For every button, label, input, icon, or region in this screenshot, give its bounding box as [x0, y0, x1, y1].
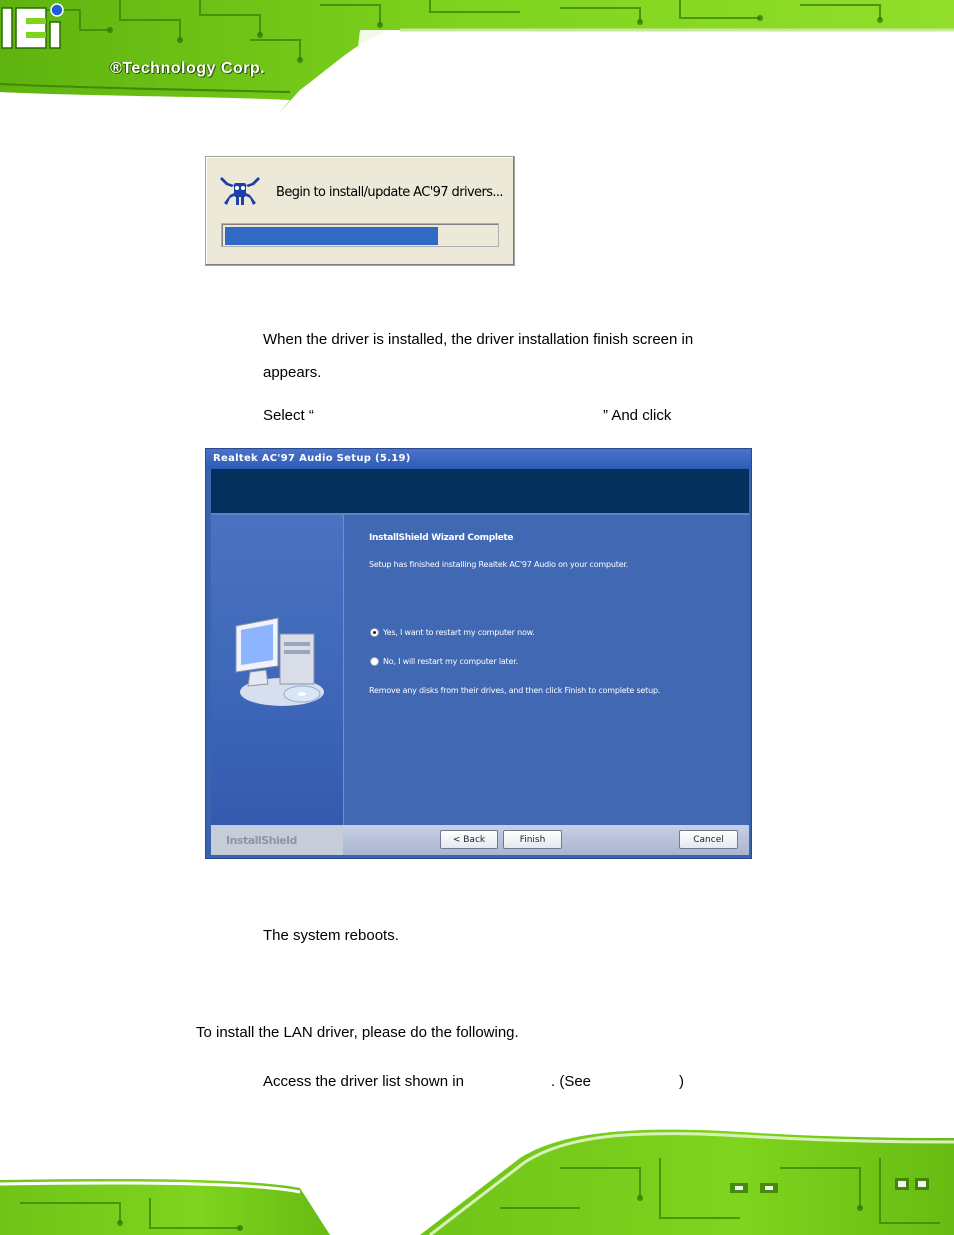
paragraph-access-driver-list-a: Access the driver list shown in	[263, 1073, 464, 1090]
paragraph-select-left: Select “	[263, 407, 314, 424]
realtek-setup-window	[205, 448, 752, 859]
remove-disks-text: Remove any disks from their drives, and then click Finish to complete setup.	[369, 686, 661, 695]
circuit-board-footer-graphic	[0, 1128, 954, 1235]
realtek-crab-icon	[220, 173, 260, 207]
paragraph-driver-installed-line1: When the driver is installed, the driver installation finish screen in	[263, 331, 694, 348]
installshield-brand: InstallShield	[226, 834, 297, 847]
circuit-board-graphic	[0, 0, 954, 112]
page-footer-banner	[0, 1128, 954, 1235]
paragraph-select-right: ” And click	[603, 407, 672, 424]
finish-button[interactable]: Finish	[503, 830, 562, 849]
paragraph-driver-installed-line2: appears.	[263, 364, 322, 381]
setup-header-banner	[211, 469, 749, 515]
install-progress-dialog	[205, 156, 515, 266]
paragraph-access-driver-list-b: . (See	[551, 1073, 592, 1090]
setup-finished-text: Setup has finished installing Realtek AC'97 Audio on your computer.	[369, 560, 629, 569]
company-name: ®Technology Corp.	[110, 60, 266, 77]
progress-message: Begin to install/update AC'97 drivers...	[276, 185, 503, 200]
progress-bar	[221, 223, 499, 247]
iei-logo-mark	[0, 0, 70, 52]
restart-now-label: Yes, I want to restart my computer now.	[383, 628, 535, 637]
paragraph-system-reboots: The system reboots.	[263, 927, 399, 944]
computer-cd-icon	[232, 614, 332, 714]
paragraph-access-driver-list-c: )	[679, 1073, 684, 1090]
cancel-button[interactable]: Cancel	[679, 830, 738, 849]
page-header-banner	[0, 0, 954, 112]
back-button[interactable]: < Back	[440, 830, 498, 849]
paragraph-lan-driver-intro: To install the LAN driver, please do the following.	[196, 1024, 519, 1041]
progress-bar-fill	[225, 227, 438, 245]
restart-now-radio[interactable]	[370, 628, 379, 637]
restart-later-label: No, I will restart my computer later.	[383, 657, 518, 666]
wizard-complete-title: InstallShield Wizard Complete	[369, 533, 514, 543]
restart-later-radio[interactable]	[370, 657, 379, 666]
setup-window-title: Realtek AC'97 Audio Setup (5.19)	[206, 449, 751, 469]
